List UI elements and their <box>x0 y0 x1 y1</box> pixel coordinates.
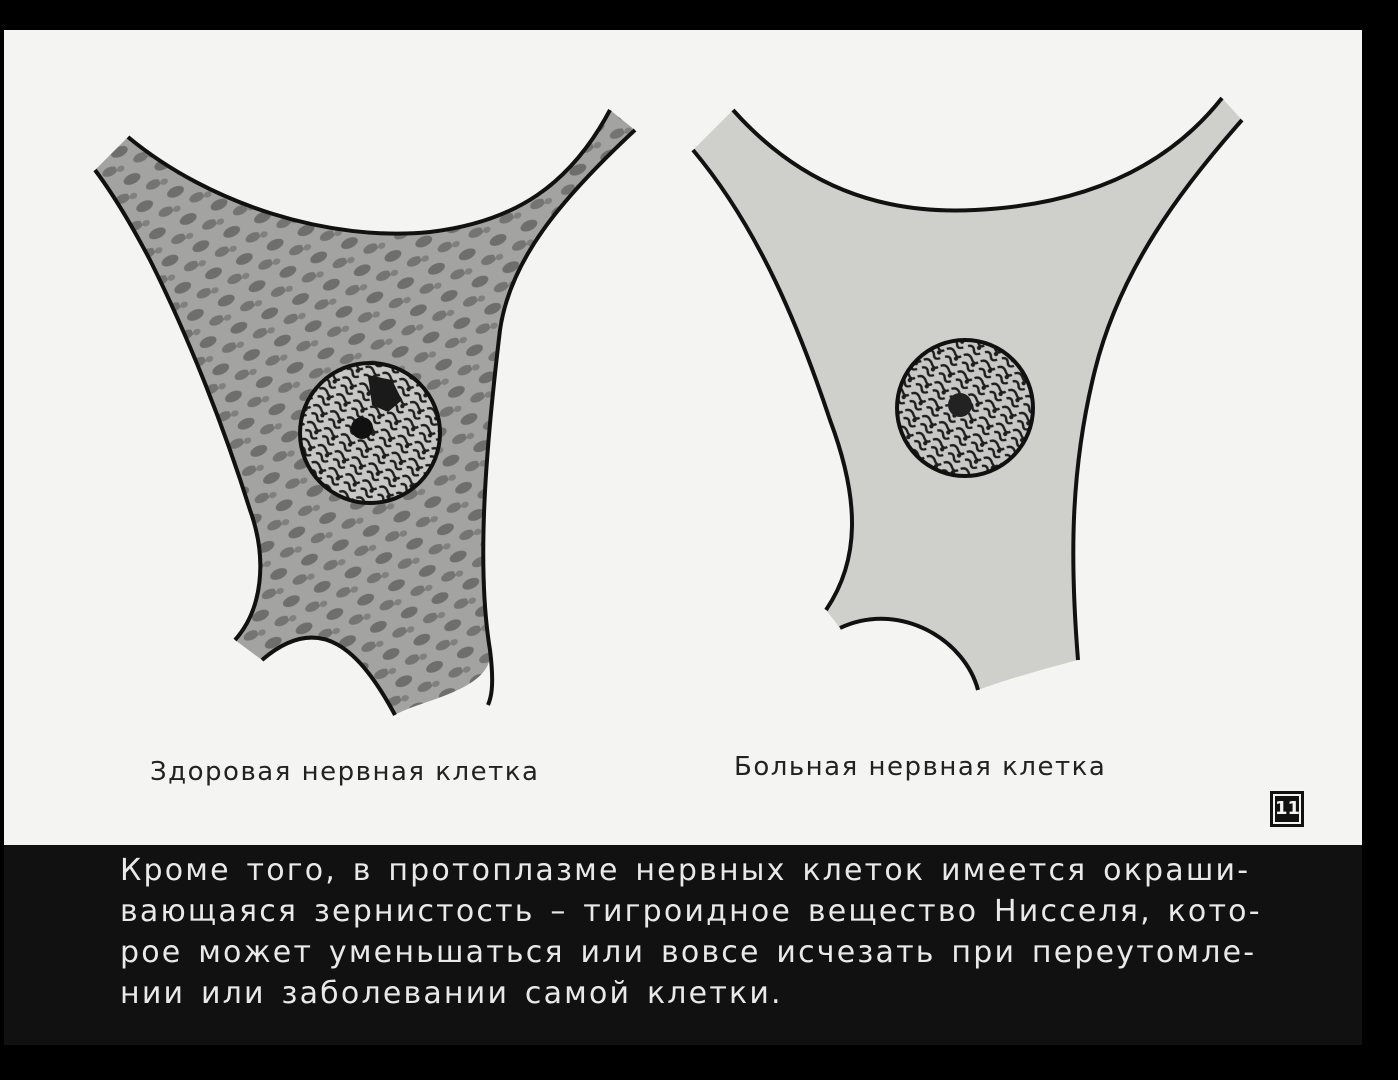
frame-number-badge <box>1270 791 1304 827</box>
caption-line: Кроме того, в протоплазме нервных клеток имеется окраши- <box>120 853 1251 888</box>
frame-number: 11 <box>1275 796 1299 822</box>
healthy-cell-label: Здоровая нервная клетка <box>150 757 540 787</box>
sick-nerve-cell <box>693 98 1242 690</box>
healthy-nerve-cell <box>95 110 635 715</box>
healthy-cell-nucleolus <box>351 417 373 439</box>
caption-text <box>120 850 1290 1014</box>
sick-cell-label: Больная нервная клетка <box>734 752 1107 782</box>
caption-line: рое может уменьшаться или вовсе исчезать при переутомле- <box>120 935 1257 970</box>
caption-line: нии или заболевании самой клетки. <box>120 976 783 1011</box>
sick-cell-nucleolus <box>948 393 972 417</box>
caption-line: вающаяся зернистость – тигроидное вещество Нисселя, кото- <box>120 894 1262 929</box>
